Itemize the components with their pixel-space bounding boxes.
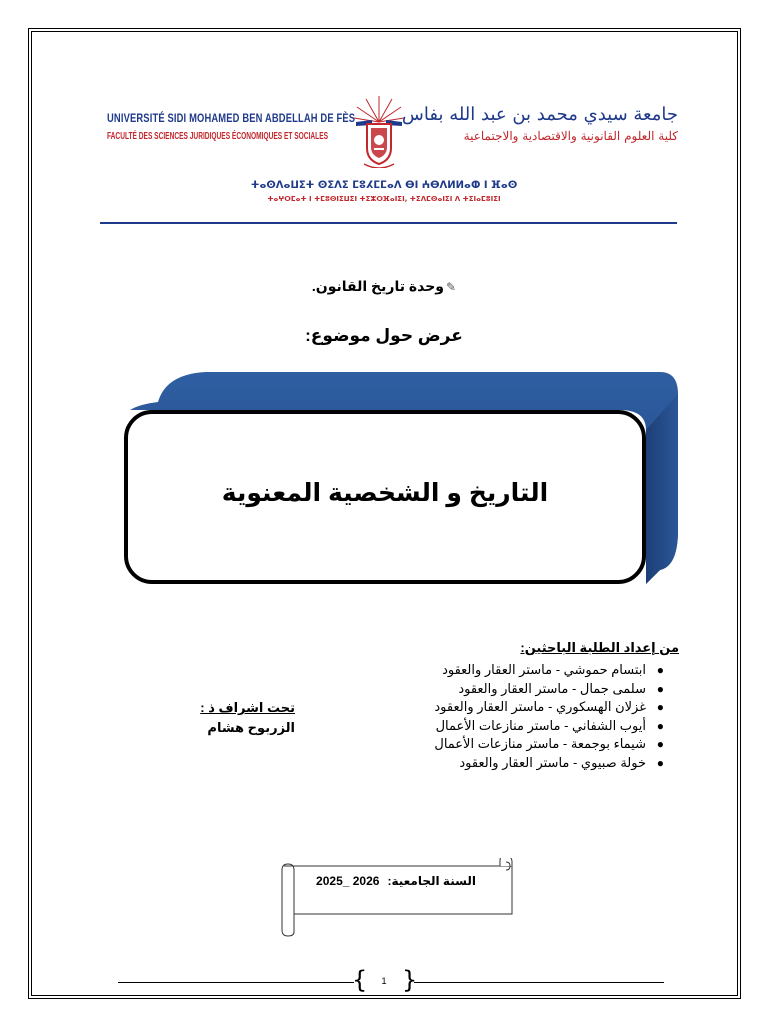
student-name: ابتسام حموشي - ماستر العقار والعقود [442,662,646,677]
page-number: 1 [381,976,387,986]
students-list [434,661,664,773]
academic-year-label: السنة الجامعية: [387,874,476,888]
faculty-title-tifinagh: ⵜⴰⵖⵔⵎⴰⵜ ⵏ ⵜⵎⵓⵙⵏⵉⵡⵉⵏ ⵜⵉⵣⵔⴼⴰⵏⵉⵏ, ⵜⵉⴷⵎⵙⴰⵏⵉⵏ ⴷ ⵜⵉⵏⴰⵎⵓⵏⵉⵏ [267,195,501,203]
footer-line-right [414,982,664,983]
faculty-title-fr: FACULTÉ DES SCIENCES JURIDIQUES ÉCONOMIQUES ET SOCIALES [107,131,329,142]
module-line [0,278,768,295]
supervisor-label: تحت اشراف ذ : [200,700,295,715]
list-item [434,680,664,699]
pencil-icon: ✎ [446,280,457,294]
university-title-fr: UNIVERSITÉ SIDI MOHAMED BEN ABDELLAH DE FÈS [107,111,356,125]
bullet-icon: ● [656,737,664,752]
list-item [434,754,664,773]
student-name: سلمى جمال - ماستر العقار والعقود [458,680,646,696]
student-name: غزلان الهسكوري - ماستر العقار والعقود [434,699,646,715]
list-item [434,717,664,736]
student-name: أيوب الشفاني - ماستر منازعات الأعمال [435,717,646,733]
student-name: شيماء بوجمعة - ماستر منازعات الأعمال [434,736,646,752]
module-label: وحدة تاريخ القانون. [311,278,445,294]
scroll-shape [274,858,520,938]
bullet-icon: ● [656,755,664,770]
title-box-3d [120,370,680,595]
footer-line-left [118,982,354,983]
title-box [124,410,646,584]
list-item [434,735,664,754]
academic-year-value: 2025_ 2026 [316,874,380,888]
university-title-ar: جامعة سيدي محمد بن عبد الله بفاس [401,104,678,125]
list-item [434,698,664,717]
left-brace-icon: { [352,966,368,994]
faculty-title-ar: كلية العلوم القانونية والاقتصادية والاجتماعية [463,129,678,143]
supervisor-block [175,700,295,736]
academic-year [296,874,496,888]
university-title-tifinagh: ⵜⴰⵙⴷⴰⵡⵉⵜ ⵙⵉⴷⵉ ⵎⵓⵃⵎⵎⴰⴷ ⴱⵏ ⵄⴱⴷⵍⵍⴰⵀ ⵏ ⴼⴰⵙ [250,180,518,191]
university-name-french [107,111,356,142]
supervisor-name: الزربوح هشام [207,720,295,735]
student-name: خولة صبيوي - ماستر العقار والعقود [459,754,646,770]
list-item [434,661,664,680]
topic-heading: عرض حول موضوع: [305,326,463,345]
university-name-arabic [401,104,678,143]
bullet-icon: ● [656,700,664,715]
academic-year-scroll [274,858,520,938]
presentation-title: التاريخ و الشخصية المعنوية [221,479,549,507]
bullet-icon: ● [656,718,664,733]
bullet-icon: ● [656,663,664,677]
right-brace-icon: } [402,966,418,994]
header-divider [100,222,677,224]
bullet-icon: ● [656,681,664,696]
students-heading: من إعداد الطلبة الباحثين: [520,640,679,655]
university-crest-logo [352,92,406,168]
